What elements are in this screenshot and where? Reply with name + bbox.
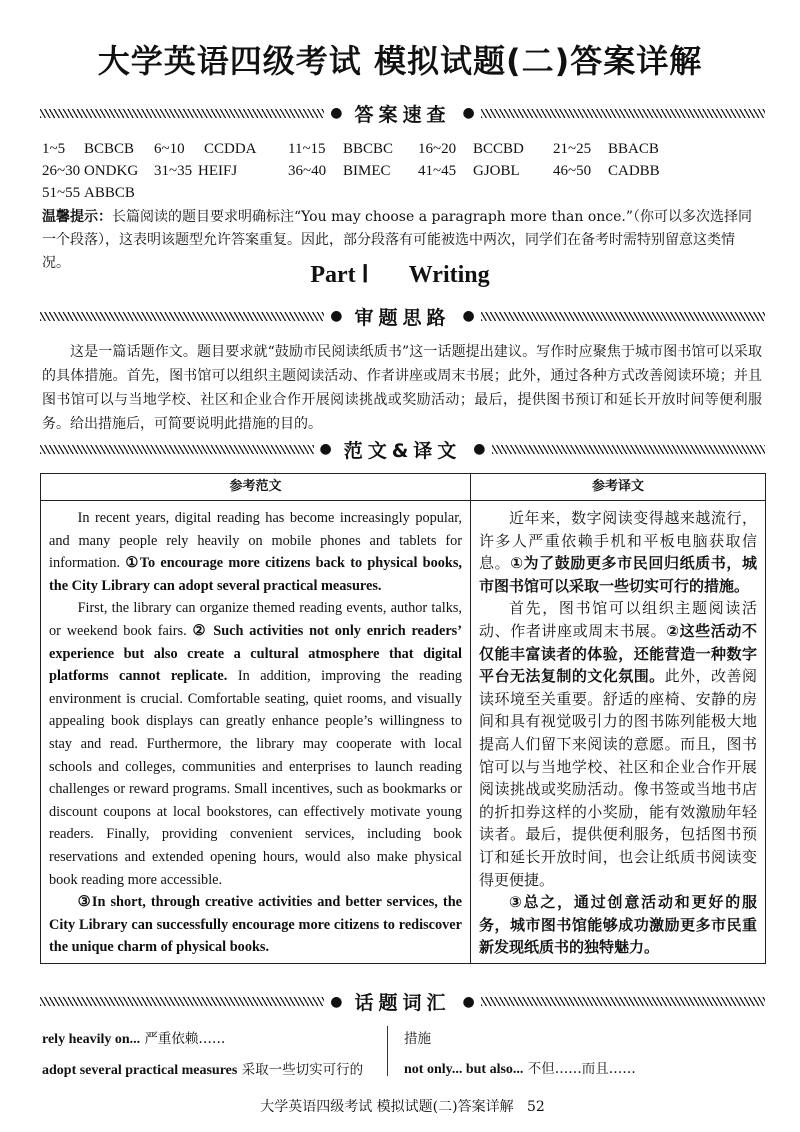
vocab-item [404, 1054, 636, 1085]
essay-paragraph [49, 891, 462, 959]
tip-label: 温馨提示： [42, 209, 112, 225]
chinese-translation [471, 501, 766, 964]
answer-range: 11~15 [288, 141, 326, 157]
vocab-item [42, 1024, 363, 1055]
answer-range: 41~45 [418, 163, 457, 179]
page-number: 52 [526, 1098, 545, 1115]
translation-text: 首先，图书馆可以组织主题阅读活动、作者讲座或周末书展。 [479, 599, 757, 640]
english-essay [41, 501, 471, 964]
translation-paragraph [479, 507, 757, 597]
vocab-list-right [404, 1024, 636, 1085]
answer-key-value: BBCBC [343, 141, 394, 157]
answer-key-value: BIMEC [343, 163, 391, 179]
hatch-divider [40, 445, 314, 454]
section-title: 答案速查 [354, 103, 451, 126]
section-title: 范文&译文 [343, 439, 462, 462]
lower-content [40, 473, 765, 1116]
answer-range: 6~10 [154, 141, 185, 157]
essay-paragraph [49, 507, 462, 597]
answer-row [42, 141, 660, 163]
vocab-phrase: not only... but also... [404, 1061, 524, 1077]
section-header-vocab [40, 990, 765, 1014]
section-title: 审题思路 [354, 306, 451, 329]
section-header-ideas [40, 304, 765, 328]
header-sample-essay: 参考范文 [41, 474, 471, 501]
hatch-divider [481, 109, 765, 118]
answer-range: 26~30 [42, 163, 81, 179]
translation-key-sentence: ③总之，通过创意活动和更好的服务，城市图书馆能够成功激励更多市民重新发现纸质书的独特魅力。 [479, 893, 757, 957]
translation-text: 此外，改善阅读环境至关重要。舒适的座椅、安静的房间和具有视觉吸引力的图书陈列能极大地提高人们留下来阅读的意愿。而且，图书馆可以与当地学校、社区和企业合作开展阅读挑战或奖励活动。像书签或当地书店的折扣券这样的小奖励，能有效激励年轻读者。最后，提供便利服务，包括图书预订和延长开放时间，也会让纸质书阅读变得更便捷。 [479, 667, 757, 889]
vocab-list-left [42, 1024, 363, 1086]
bullet-icon: ● [462, 308, 475, 324]
tip-text: 长篇阅读的题目要求明确标注“You may choose a paragraph more than once.”（你可以多次选择同一个段落），这表明该题型允许答案重复。因此，部分段落有可能被选中两次，同学们在备考时需特别留意这类情况。 [42, 209, 753, 271]
answer-row [42, 185, 660, 207]
vocab-item [404, 1024, 636, 1054]
essay-key-sentence: ③In short, through creative activities and better services, the City Library can successfully encourage more citizens to rediscover the unique charm of physical books. [49, 894, 462, 956]
vocab-section [40, 1024, 765, 1088]
section-header-sample [40, 437, 765, 461]
vocab-item [42, 1055, 363, 1086]
essay-text: In recent years, digital reading has become increasingly popular, and many people rely heavily on mobile phones and tablets for information. [49, 510, 462, 572]
answer-range: 31~35 [154, 163, 193, 179]
hatch-divider [492, 445, 766, 454]
page-title: 大学英语四级考试 模拟试题(二)答案详解 [97, 42, 703, 80]
essay-key-sentence: ①To encourage more citizens back to physical books, the City Library can adopt several practical measures. [49, 555, 462, 594]
vocab-meaning: 采取一些切实可行的 [241, 1061, 364, 1078]
hatch-divider [40, 997, 324, 1006]
page-footer [40, 1096, 765, 1116]
essay-text: In addition, improving the reading environment is crucial. Comfortable seating, quiet rooms, and visually appealing book displays can greatly enhance people’s willingness to stay and read. Furthermore, the library may cooperate with local schools and colleges, communities and enterprises to launch reading challenges or reward programs. Small incentives, such as bookmarks or discount coupons at local bookstores, can effectively motivate young readers. Finally, providing convenient services, including book reservations and extended opening hours, would also make physical book reading more accessible. [49, 668, 462, 888]
vocab-phrase: adopt several practical measures [42, 1062, 238, 1078]
essay-key-sentence: ② Such activities not only enrich readers’ experience but also create a cultural atmosphere that digital platforms cannot replicate. [49, 622, 462, 685]
vocab-phrase: rely heavily on... [42, 1031, 141, 1047]
answer-key-value: ONDKG [84, 163, 139, 179]
bullet-icon: ● [330, 993, 343, 1010]
answer-range: 1~5 [42, 141, 66, 157]
bullet-icon: ● [330, 105, 343, 121]
bullet-icon: ● [462, 993, 475, 1010]
vocab-meaning: 不但……而且…… [527, 1060, 636, 1077]
answer-row [42, 163, 660, 185]
answer-range: 46~50 [553, 163, 592, 179]
answer-range: 36~40 [288, 163, 327, 179]
hatch-divider [481, 997, 765, 1006]
answer-range: 16~20 [418, 141, 457, 157]
translation-paragraph [479, 891, 757, 959]
essay-text: First, the library can organize themed reading events, author talks, or weekend book fairs. [49, 600, 462, 639]
section-header-answers [40, 101, 765, 125]
translation-key-sentence: ①为了鼓励更多市民回归纸质书，城市图书馆可以采取一些切实可行的措施。 [479, 554, 757, 595]
answer-key-value: GJOBL [473, 163, 520, 179]
answer-key-value: CCDDA [204, 141, 257, 157]
section-title: 话题词汇 [354, 992, 451, 1015]
answer-range: 21~25 [553, 141, 592, 157]
answer-key-value: HEIFJ [198, 163, 238, 179]
bullet-icon: ● [319, 441, 332, 457]
answer-key-value: BCCBD [473, 141, 524, 157]
hatch-divider [40, 109, 324, 118]
answer-range: 51~55 [42, 185, 81, 201]
hatch-divider [40, 312, 324, 321]
translation-key-sentence: ②这些活动不仅能丰富读者的体验，还能营造一种数字平台无法复制的文化氛围。 [479, 621, 757, 686]
translation-paragraph [479, 597, 757, 891]
answer-key-value: CADBB [608, 163, 660, 179]
answer-key-value: BCBCB [84, 141, 135, 157]
writing-idea-paragraph: 这是一篇话题作文。题目要求就“鼓励市民阅读纸质书”这一话题提出建议。写作时应聚焦于城市图书馆可以采取的具体措施。首先，图书馆可以组织主题阅读活动、作者讲座或周末书展；此外，通过各种方式改善阅读环境；并且图书馆可以与当地学校、社区和企业合作开展阅读挑战或奖励活动；最后，提供图书预订和延长开放时间等便利服务。给出措施后，可简要说明此措施的目的。 [42, 344, 762, 432]
answer-key-value: BBACB [608, 141, 659, 157]
answer-key-value: ABBCB [84, 185, 135, 201]
translation-text: 近年来，数字阅读变得越来越流行，许多人严重依赖手机和平板电脑获取信息。 [479, 509, 757, 573]
vocab-meaning: 严重依赖…… [144, 1030, 226, 1047]
column-divider [387, 1026, 388, 1076]
sample-essay-table [40, 473, 766, 964]
part-number: Part Ⅰ [310, 262, 369, 288]
part-heading [0, 260, 800, 289]
header-translation: 参考译文 [471, 474, 766, 501]
vocab-meaning: 措施 [404, 1030, 431, 1047]
essay-paragraph [49, 597, 462, 891]
footer-title: 大学英语四级考试 模拟试题(二)答案详解 [260, 1098, 514, 1115]
bullet-icon: ● [473, 441, 486, 457]
bullet-icon: ● [330, 308, 343, 324]
answer-key [42, 141, 660, 207]
part-name: Writing [408, 262, 490, 288]
bullet-icon: ● [462, 105, 475, 121]
hatch-divider [481, 312, 765, 321]
